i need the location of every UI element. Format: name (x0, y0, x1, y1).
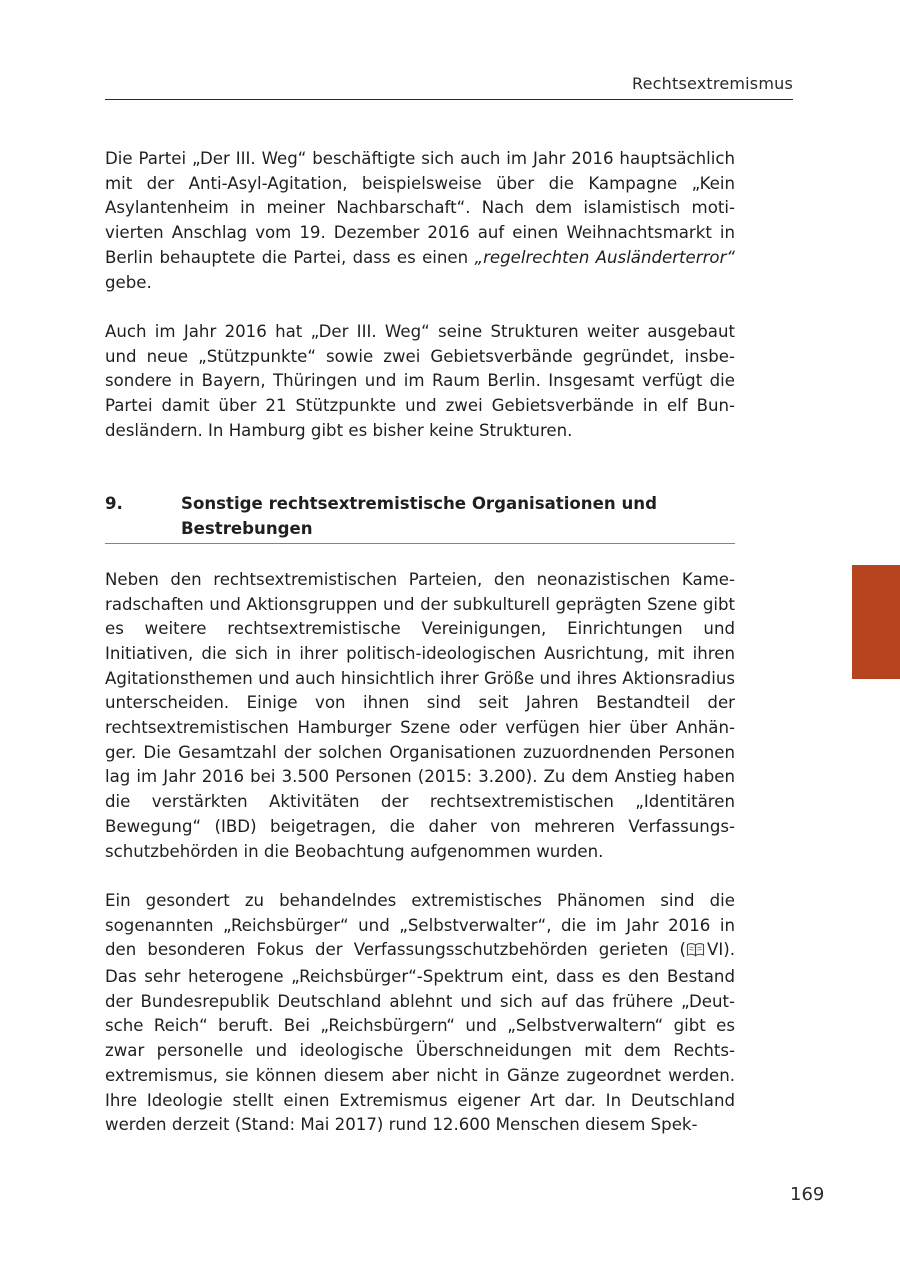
running-header (105, 74, 793, 100)
paragraph-reichsbuerger (105, 889, 735, 1138)
paragraph-text: Die Partei „Der III. Weg“ beschäftigte sich auch im Jahr 2016 hauptsächlich mit der Anti-Asyl-Agitation, beispielsweise über die Kampagne „Kein Asylantenheim in meiner Nachbarschaft“. Nach dem islamistisch motivierten Anschlag vom 19. Dezember 2016 auf einen Weihnachtsmarkt in Berlin behauptete die Partei, dass es einen (105, 149, 735, 267)
paragraph-sonstige-organisationen: Neben den rechtsextremistischen Parteien, den neonazistischen Kameradschaften und Aktionsgruppen und der subkulturell geprägten Szene gibt es weitere rechtsextremistische Vereinigungen, Einrichtungen und Initiativen, die sich in ihrer politisch-ideologischen Ausrichtung, mit ihren Agitationsthemen und auch hinsichtlich ihrer Größe und ihres Aktionsradius unterscheiden. Einige von ihnen sind seit Jahren Bestandteil der rechtsextremistischen Hamburger Szene oder verfügen hier über Anhänger. Die Gesamtzahl der solchen Organisationen zuzuordnenden Personen lag im Jahr 2016 bei 3.500 Personen (2015: 3.200). Zu dem Anstieg haben die verstärkten Aktivitäten der rechtsextremistischen „Identitären Bewegung“ (IBD) beigetragen, die daher von mehreren Verfassungsschutzbehörden in die Beobachtung aufgenommen wurden. (105, 569, 735, 861)
running-header-title: Rechtsextremismus (632, 74, 793, 93)
section-heading (105, 492, 735, 543)
paragraph-text: ). Das sehr heterogene „Reichsbürger“-Spektrum eint, dass es den Bestand der Bundesrepublik Deutschland ablehnt und sich auf das frühere „Deutsche Reich“ beruft. Bei „Reichsbürgern“ und „Selbstverwaltern“ gibt es zwar personelle und ideologische Überschneidungen mit dem Rechtsextremismus, sie können diesem aber nicht in Gänze zugeordnet werden. Ihre Ideologie stellt einen Extremismus eigener Art dar. In Deutschland werden derzeit (Stand: Mai 2017) rund 12.600 Menschen diesem Spek- (105, 940, 735, 1135)
paragraph-der-dritte-weg-strukturen: Auch im Jahr 2016 hat „Der III. Weg“ seine Strukturen weiter ausgebaut und neue „Stützpunkte“ sowie zwei Gebietsverbände gegründet, insbesondere in Bayern, Thüringen und im Raum Berlin. Insgesamt verfügt die Partei damit über 21 Stützpunkte und zwei Gebietsverbände in elf Bundesländern. In Hamburg gibt es bisher keine Strukturen. (105, 321, 735, 440)
paragraph-der-dritte-weg-agitation (105, 147, 735, 295)
page-number: 169 (790, 1184, 825, 1205)
page-body (105, 147, 735, 1138)
paragraph-text: gebe. (105, 272, 152, 292)
section-title: Sonstige rechtsextremistische Organisationen und Bestrebungen (181, 494, 657, 539)
chapter-tab-marker (852, 565, 900, 679)
paragraph-text: Ein gesondert zu behandelndes extremistisches Phänomen sind die sogenannten „Reichsbürger“ und „Selbstverwalter“, die im Jahr 2016 in den besonderen Fokus der Verfassungsschutzbehörden gerieten ( (105, 890, 735, 960)
book-icon (686, 940, 705, 965)
quote-italic: „regelrechten Ausländerterror“ (474, 247, 735, 267)
cross-reference[interactable]: VI (707, 940, 724, 960)
section-number: 9. (105, 494, 123, 514)
